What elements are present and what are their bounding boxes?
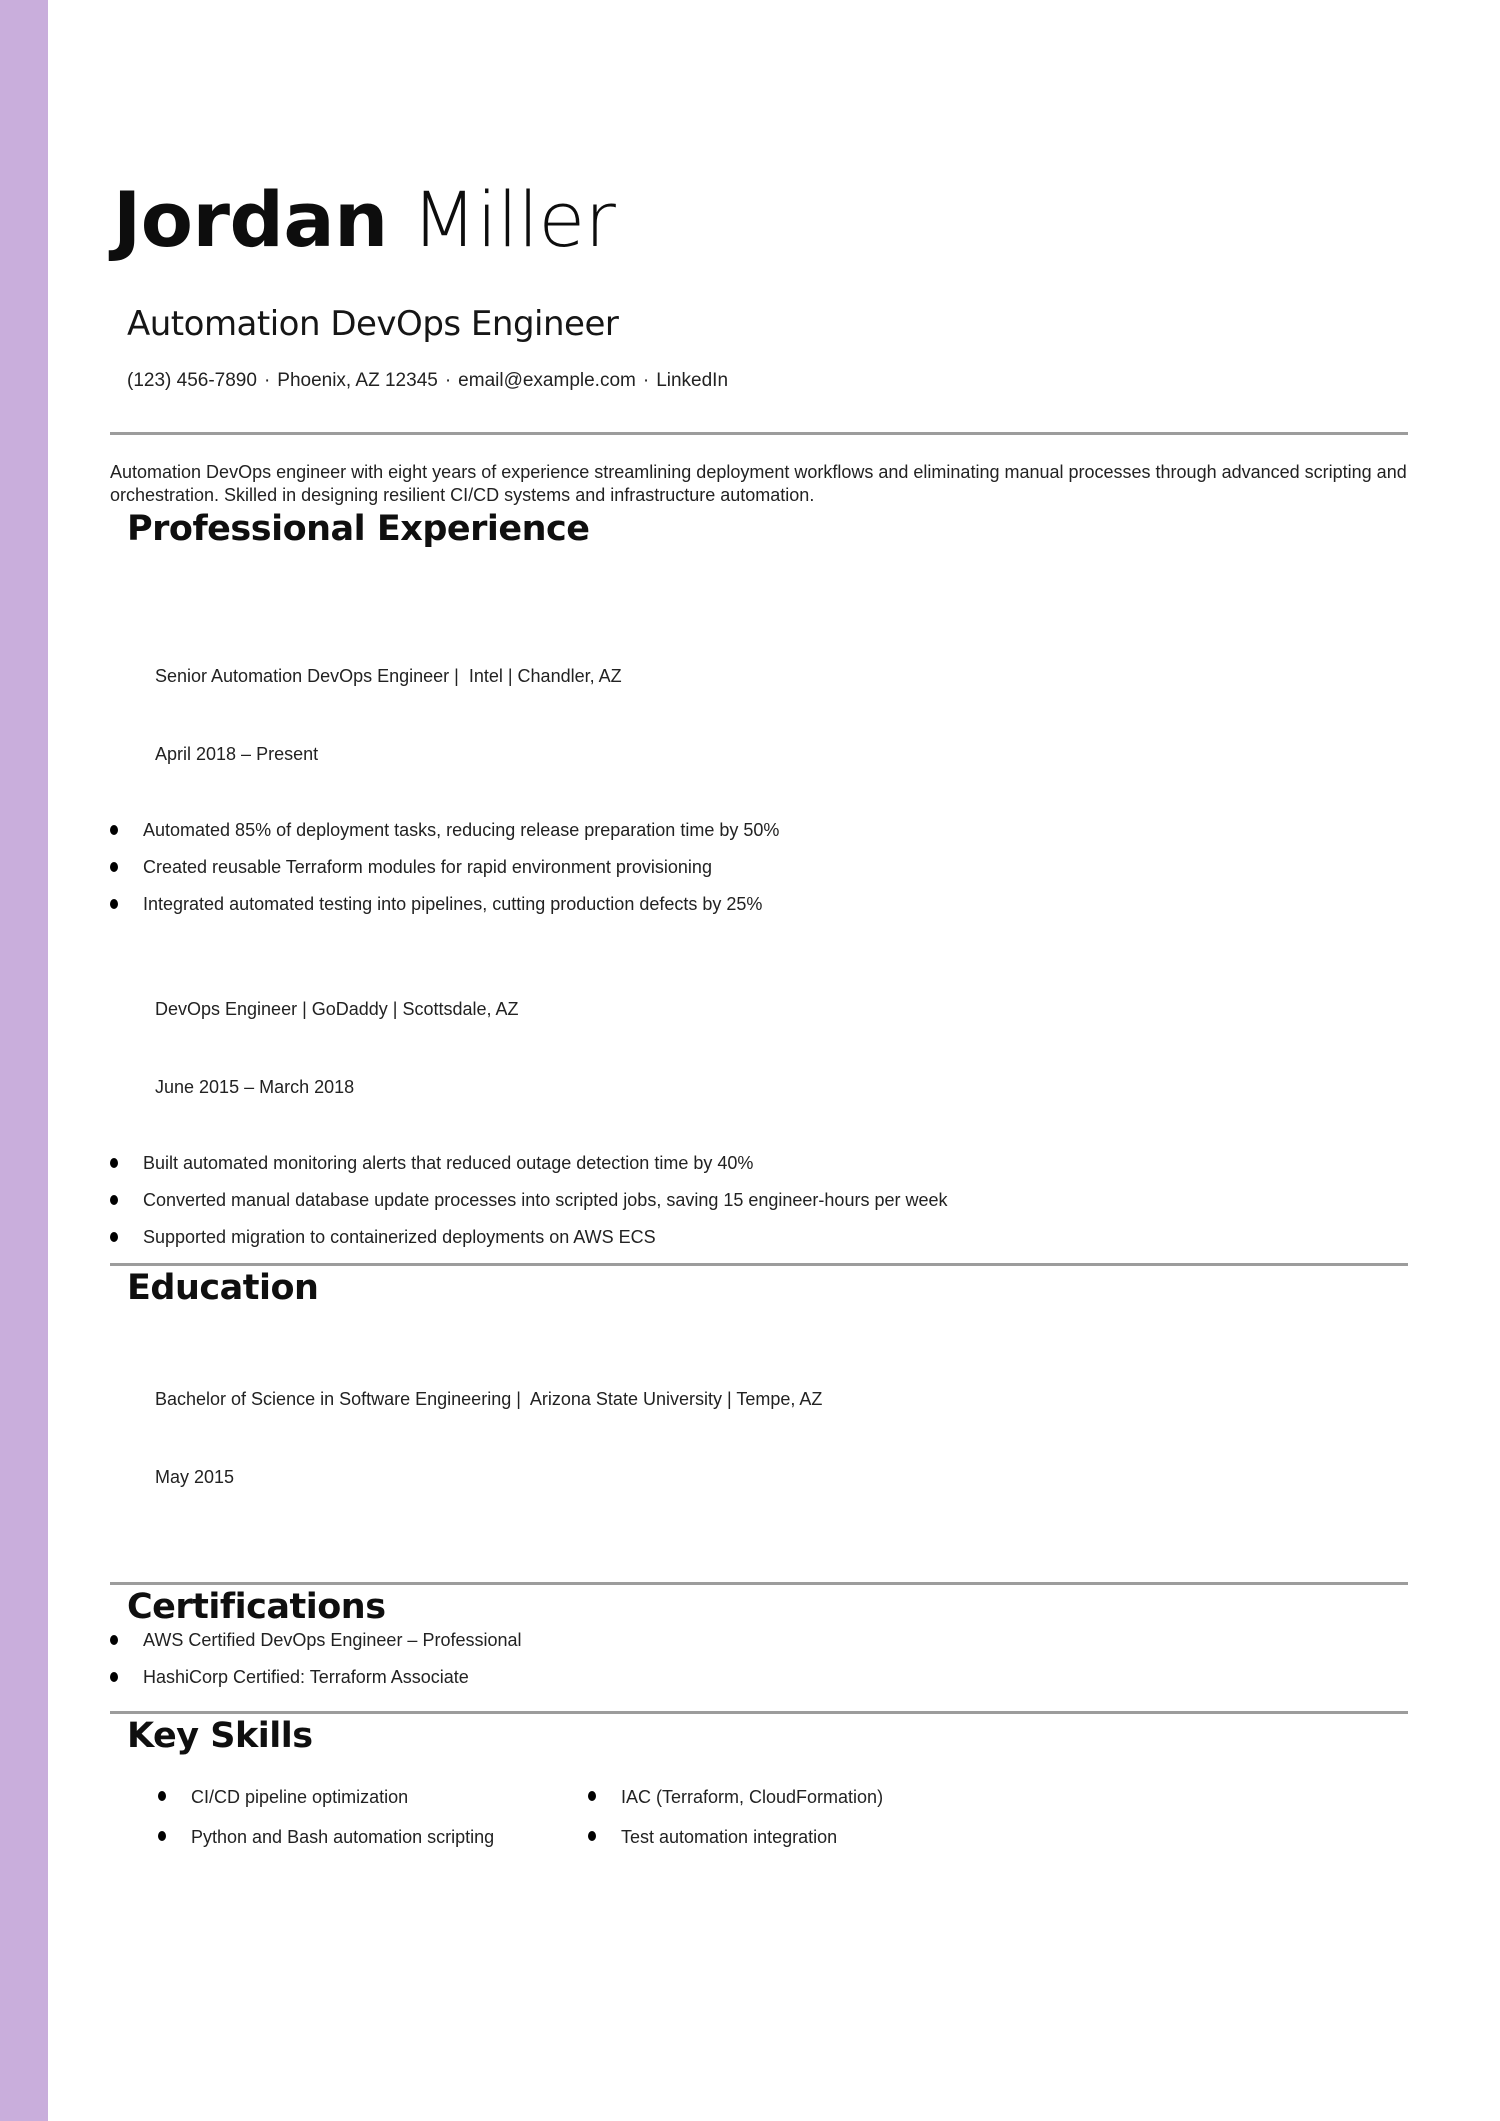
bullet-text: Integrated automated testing into pipelines, cutting production defects by 25%	[143, 894, 763, 914]
candidate-name	[113, 175, 1408, 264]
skill-item	[158, 1785, 588, 1810]
left-accent-bar	[0, 0, 48, 2121]
bullet-dot-icon	[158, 1791, 166, 1801]
candidate-job-title: Automation DevOps Engineer	[127, 304, 619, 344]
bullet-item	[110, 856, 1408, 879]
skill-text: IAC (Terraform, CloudFormation)	[621, 1787, 884, 1807]
summary-paragraph: Automation DevOps engineer with eight years of experience streamlining deployment workflows and eliminating manual processes through advanced scripting and orchestration. Skilled in designing resilient CI/CD systems and infrastructure automation.	[110, 462, 1407, 505]
bullet-item	[110, 893, 1408, 916]
skills-column-2	[588, 1785, 1208, 1865]
bullet-text: Built automated monitoring alerts that reduced outage detection time by 40%	[143, 1153, 754, 1173]
job-entry-header	[155, 944, 1408, 1152]
graduation-date-line: May 2015	[155, 1467, 235, 1487]
resume-content	[110, 0, 1408, 1865]
job-entry-header	[155, 611, 1408, 819]
skill-text: Python and Bash automation scripting	[191, 1827, 495, 1847]
job-title-line: DevOps Engineer | GoDaddy | Scottsdale, AZ	[155, 999, 519, 1019]
section-heading-key-skills: Key Skills	[127, 1716, 313, 1756]
bullet-item	[110, 1226, 1408, 1249]
certification-text: AWS Certified DevOps Engineer – Professional	[143, 1630, 522, 1650]
certification-item	[110, 1666, 1408, 1689]
bullet-item	[110, 1189, 1408, 1212]
bullet-item	[110, 819, 1408, 842]
degree-line: Bachelor of Science in Software Engineering | Arizona State University | Tempe, AZ	[155, 1389, 823, 1409]
skill-text: Test automation integration	[621, 1827, 838, 1847]
bullet-dot-icon	[110, 1158, 118, 1168]
bullet-item	[110, 1152, 1408, 1175]
bullet-dot-icon	[110, 899, 118, 909]
section-heading-certifications: Certifications	[127, 1587, 386, 1627]
bullet-dot-icon	[110, 825, 118, 835]
linkedin-link[interactable]: LinkedIn	[656, 370, 729, 391]
job-date-line: April 2018 – Present	[155, 744, 319, 764]
candidate-last-name: Miller	[411, 175, 616, 264]
skills-column-1	[158, 1785, 588, 1865]
bullet-dot-icon	[158, 1831, 166, 1841]
location-text: Phoenix, AZ 12345	[277, 370, 438, 391]
skill-item	[158, 1825, 588, 1850]
education-entry	[155, 1334, 1408, 1542]
section-heading-education: Education	[127, 1268, 319, 1308]
bullet-dot-icon	[110, 862, 118, 872]
bullet-dot-icon	[110, 1195, 118, 1205]
certification-text: HashiCorp Certified: Terraform Associate	[143, 1667, 469, 1687]
bullet-text: Automated 85% of deployment tasks, reducing release preparation time by 50%	[143, 820, 780, 840]
bullet-text: Converted manual database update processes into scripted jobs, saving 15 engineer-hours per week	[143, 1190, 948, 1210]
bullet-dot-icon	[588, 1791, 596, 1801]
bullet-dot-icon	[110, 1232, 118, 1242]
certification-list	[110, 1629, 1408, 1689]
certification-item	[110, 1629, 1408, 1652]
bullet-dot-icon	[110, 1635, 118, 1645]
skill-item	[588, 1825, 1208, 1850]
skill-item	[588, 1785, 1208, 1810]
section-divider	[110, 432, 1408, 435]
job-bullet-list	[110, 1152, 1408, 1249]
skills-grid	[158, 1785, 1408, 1865]
contact-line	[127, 370, 1408, 392]
job-bullet-list	[110, 819, 1408, 916]
section-heading-experience: Professional Experience	[127, 509, 590, 549]
candidate-first-name: Jordan	[113, 175, 388, 264]
bullet-dot-icon	[110, 1672, 118, 1682]
bullet-dot-icon	[588, 1831, 596, 1841]
separator-dot: ·	[263, 370, 271, 391]
job-title-line: Senior Automation DevOps Engineer | Intel | Chandler, AZ	[155, 666, 622, 686]
email-link[interactable]: email@example.com	[458, 370, 636, 391]
separator-dot: ·	[444, 370, 452, 391]
separator-dot: ·	[642, 370, 650, 391]
skill-text: CI/CD pipeline optimization	[191, 1787, 409, 1807]
phone-number: (123) 456-7890	[127, 370, 257, 391]
job-date-line: June 2015 – March 2018	[155, 1077, 355, 1097]
bullet-text: Supported migration to containerized deployments on AWS ECS	[143, 1227, 656, 1247]
bullet-text: Created reusable Terraform modules for rapid environment provisioning	[143, 857, 712, 877]
